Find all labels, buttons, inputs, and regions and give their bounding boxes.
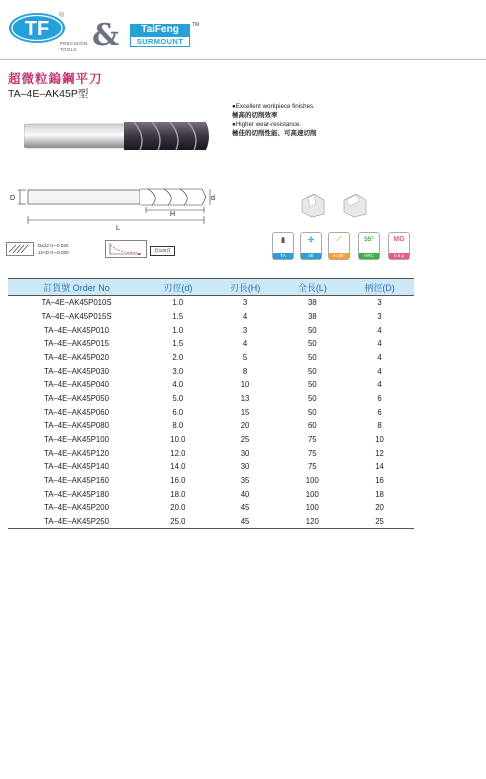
cell-overall-length: 50 [307, 407, 317, 417]
cell-overall-length: 38 [307, 311, 317, 321]
cell-shank-diameter: 25 [345, 515, 414, 529]
label-H: H [170, 211, 176, 218]
col-order-no: 訂貨號 Order No [8, 279, 145, 296]
badge-type-icon: ▮ [281, 237, 285, 244]
cell-overall-length: 75 [307, 434, 317, 444]
cell-flute-length: 13 [240, 393, 250, 403]
cell-overall-length: 50 [307, 325, 317, 335]
cell-overall-length: 100 [305, 489, 319, 499]
col-shank-diameter: 柄徑(D) [345, 279, 414, 296]
end-mill-photo [24, 108, 214, 160]
precision-caption-line2: TOOLS [60, 47, 77, 52]
badge-grain-value: MG [393, 236, 405, 243]
cell-order-no: TA–4E–AK45P020 [44, 352, 109, 362]
product-model: TA–4E–AK45P型 [8, 88, 89, 100]
feature-2-cn: 極佳的切削性能、可高速切削 [232, 130, 317, 137]
slot-milling-icon [300, 192, 326, 218]
taifeng-logo-bottom: SURMOUNT [130, 36, 190, 47]
badge-type [272, 232, 294, 260]
table-row [8, 419, 414, 433]
cell-diameter: 2.0 [172, 352, 184, 362]
table-row [8, 296, 414, 310]
table-row [8, 351, 414, 365]
table-row [8, 474, 414, 488]
helix-angle-icon: ⟋ [336, 236, 342, 243]
feature-1-en: ●Excellent workpiece finishes. [232, 103, 315, 110]
side-milling-icon [342, 192, 368, 218]
precision-tools-caption [60, 41, 87, 53]
spec-table [8, 278, 414, 529]
cell-flute-length: 25 [240, 434, 250, 444]
spec-table-header [8, 279, 414, 296]
cell-flute-length: 35 [240, 475, 250, 485]
cell-diameter: 25.0 [145, 515, 211, 529]
cell-order-no: TA–4E–AK45P140 [44, 462, 109, 472]
cell-flute-length: 4 [242, 311, 248, 321]
cell-order-no: TA–4E–AK45P010 [44, 325, 109, 335]
cell-flute-length: 3 [242, 298, 248, 308]
cell-diameter: 14.0 [170, 462, 186, 472]
tf-logo [8, 12, 66, 44]
cell-diameter: 1.0 [172, 325, 184, 335]
table-row [8, 378, 414, 392]
taifeng-logo-top: TaiFeng [130, 24, 190, 36]
header-divider [0, 59, 486, 60]
cell-diameter: 18.0 [170, 489, 186, 499]
product-title: 超微粒鎢鋼平刀 [8, 71, 103, 86]
cell-flute-length: 45 [240, 503, 250, 513]
cell-order-no: TA–4E–AK45P120 [44, 448, 109, 458]
table-row [8, 501, 414, 515]
cell-order-no: TA–4E–AK45P160 [44, 475, 109, 485]
trademark-mark: TM [192, 22, 200, 28]
cell-flute-length: 3 [242, 325, 248, 335]
cell-diameter: 5.0 [172, 393, 184, 403]
cell-shank-diameter: 4 [377, 366, 382, 376]
badge-flutes [300, 232, 322, 260]
cell-flute-length: 5 [242, 352, 248, 362]
badge-hrc-tag: HRC [359, 253, 379, 259]
label-D: D [10, 195, 16, 202]
badge-hrc-value: 55° [364, 236, 374, 243]
table-row [8, 515, 414, 529]
cell-diameter: 6.0 [172, 407, 184, 417]
cell-diameter: 3.0 [172, 366, 184, 376]
cell-overall-length: 38 [307, 298, 317, 308]
table-row [8, 446, 414, 460]
cell-overall-length: 75 [307, 462, 317, 472]
hrc-page-note: 頁100頁 [150, 246, 175, 256]
table-row [8, 323, 414, 337]
cell-shank-diameter: 16 [375, 475, 384, 485]
table-row [8, 433, 414, 447]
ampersand: & [92, 18, 120, 53]
feature-2-en: ●Higher wear-resistance. [232, 121, 302, 128]
table-row [8, 392, 414, 406]
cell-flute-length: 45 [211, 515, 280, 529]
tf-logo-text: TF [24, 18, 50, 40]
feature-list [232, 102, 317, 138]
label-L: L [116, 225, 120, 232]
cell-shank-diameter: 6 [377, 393, 382, 403]
feature-1-cn: 極高的切削效率 [232, 112, 278, 119]
cell-order-no: TA–4E–AK45P080 [44, 421, 109, 431]
cell-flute-length: 30 [240, 448, 250, 458]
cell-order-no: TA–4E–AK45P030 [44, 366, 109, 376]
registered-mark: ® [59, 12, 65, 19]
cell-diameter: 10.0 [170, 434, 186, 444]
cell-shank-diameter: 3 [377, 311, 382, 321]
badge-type-tag: TA [273, 253, 293, 259]
badge-hrc [358, 232, 380, 260]
cell-shank-diameter: 18 [375, 489, 384, 499]
cell-order-no: TA–4E–AK45P200 [44, 503, 109, 513]
col-overall-length: 全長(L) [279, 279, 345, 296]
col-diameter: 刃徑(d) [145, 279, 211, 296]
cell-overall-length: 75 [307, 448, 317, 458]
cell-order-no: TA–4E–AK45P050 [44, 393, 109, 403]
cell-diameter: 1.5 [172, 311, 184, 321]
table-row [8, 405, 414, 419]
tolerance-line2: 12<D 0~-0.030 [38, 249, 69, 255]
cell-flute-length: 10 [240, 380, 250, 390]
cell-overall-length: 100 [305, 503, 319, 513]
cell-shank-diameter: 4 [377, 352, 382, 362]
cell-shank-diameter: 10 [375, 434, 384, 444]
tolerance-line1: D≤12 0~-0.020 [38, 243, 69, 248]
badge-helix-tag: A=45° [329, 253, 349, 259]
cell-flute-length: 15 [240, 407, 250, 417]
table-row [8, 487, 414, 501]
cell-shank-diameter: 12 [375, 448, 384, 458]
cell-order-no: TA–4E–AK45P015 [44, 339, 109, 349]
taifeng-logo [130, 24, 190, 47]
precision-caption-line1: PRECISION [60, 41, 88, 46]
cell-overall-length: 120 [279, 515, 345, 529]
cell-shank-diameter: 20 [375, 503, 384, 513]
cell-order-no: TA–4E–AK45P100 [44, 434, 109, 444]
cutter-tolerance-icon [6, 242, 34, 256]
cell-shank-diameter: 4 [377, 339, 382, 349]
cell-overall-length: 50 [307, 380, 317, 390]
cell-overall-length: 50 [307, 393, 317, 403]
cell-flute-length: 40 [240, 489, 250, 499]
cell-flute-length: 20 [240, 421, 250, 431]
cell-shank-diameter: 14 [375, 462, 384, 472]
cutting-speed-chart-icon [105, 240, 147, 258]
cell-diameter: 1.0 [172, 298, 184, 308]
cell-flute-length: 30 [240, 462, 250, 472]
badge-flutes-tag: 4E [301, 253, 321, 259]
tolerance-table [38, 243, 69, 256]
cell-order-no: TA–4E–AK45P180 [44, 489, 109, 499]
cell-diameter: 12.0 [170, 448, 186, 458]
col-flute-length: 刃長(H) [211, 279, 280, 296]
cell-overall-length: 50 [307, 352, 317, 362]
badge-grain [388, 232, 410, 260]
cell-order-no: TA–4E–AK45P015S [41, 311, 112, 321]
table-row [8, 364, 414, 378]
cell-order-no: TA–4E–AK45P010S [41, 298, 112, 308]
cell-diameter: 20.0 [170, 503, 186, 513]
cell-flute-length: 8 [242, 366, 248, 376]
cell-shank-diameter: 4 [377, 380, 382, 390]
dimension-drawing [6, 183, 218, 233]
cell-order-no: TA–4E–AK45P250 [8, 515, 145, 529]
cell-overall-length: 50 [307, 366, 317, 376]
cell-overall-length: 50 [307, 339, 317, 349]
cell-order-no: TA–4E–AK45P060 [44, 407, 109, 417]
cell-diameter: 16.0 [170, 475, 186, 485]
cell-order-no: TA–4E–AK45P040 [44, 380, 109, 390]
badge-helix [328, 232, 350, 260]
cell-diameter: 1.5 [172, 339, 184, 349]
cell-shank-diameter: 8 [377, 421, 382, 431]
table-row [8, 337, 414, 351]
cell-shank-diameter: 6 [377, 407, 382, 417]
cell-diameter: 4.0 [172, 380, 184, 390]
flute-count-icon: ✣ [308, 237, 314, 244]
cell-overall-length: 60 [307, 421, 317, 431]
cell-shank-diameter: 4 [377, 325, 382, 335]
cell-diameter: 8.0 [172, 421, 184, 431]
table-row [8, 460, 414, 474]
cell-shank-diameter: 3 [377, 298, 382, 308]
badge-grain-tag: 0.6 µ [389, 253, 409, 259]
cell-flute-length: 4 [242, 339, 248, 349]
table-row [8, 310, 414, 324]
label-d: d [211, 195, 215, 202]
cell-overall-length: 100 [305, 475, 319, 485]
